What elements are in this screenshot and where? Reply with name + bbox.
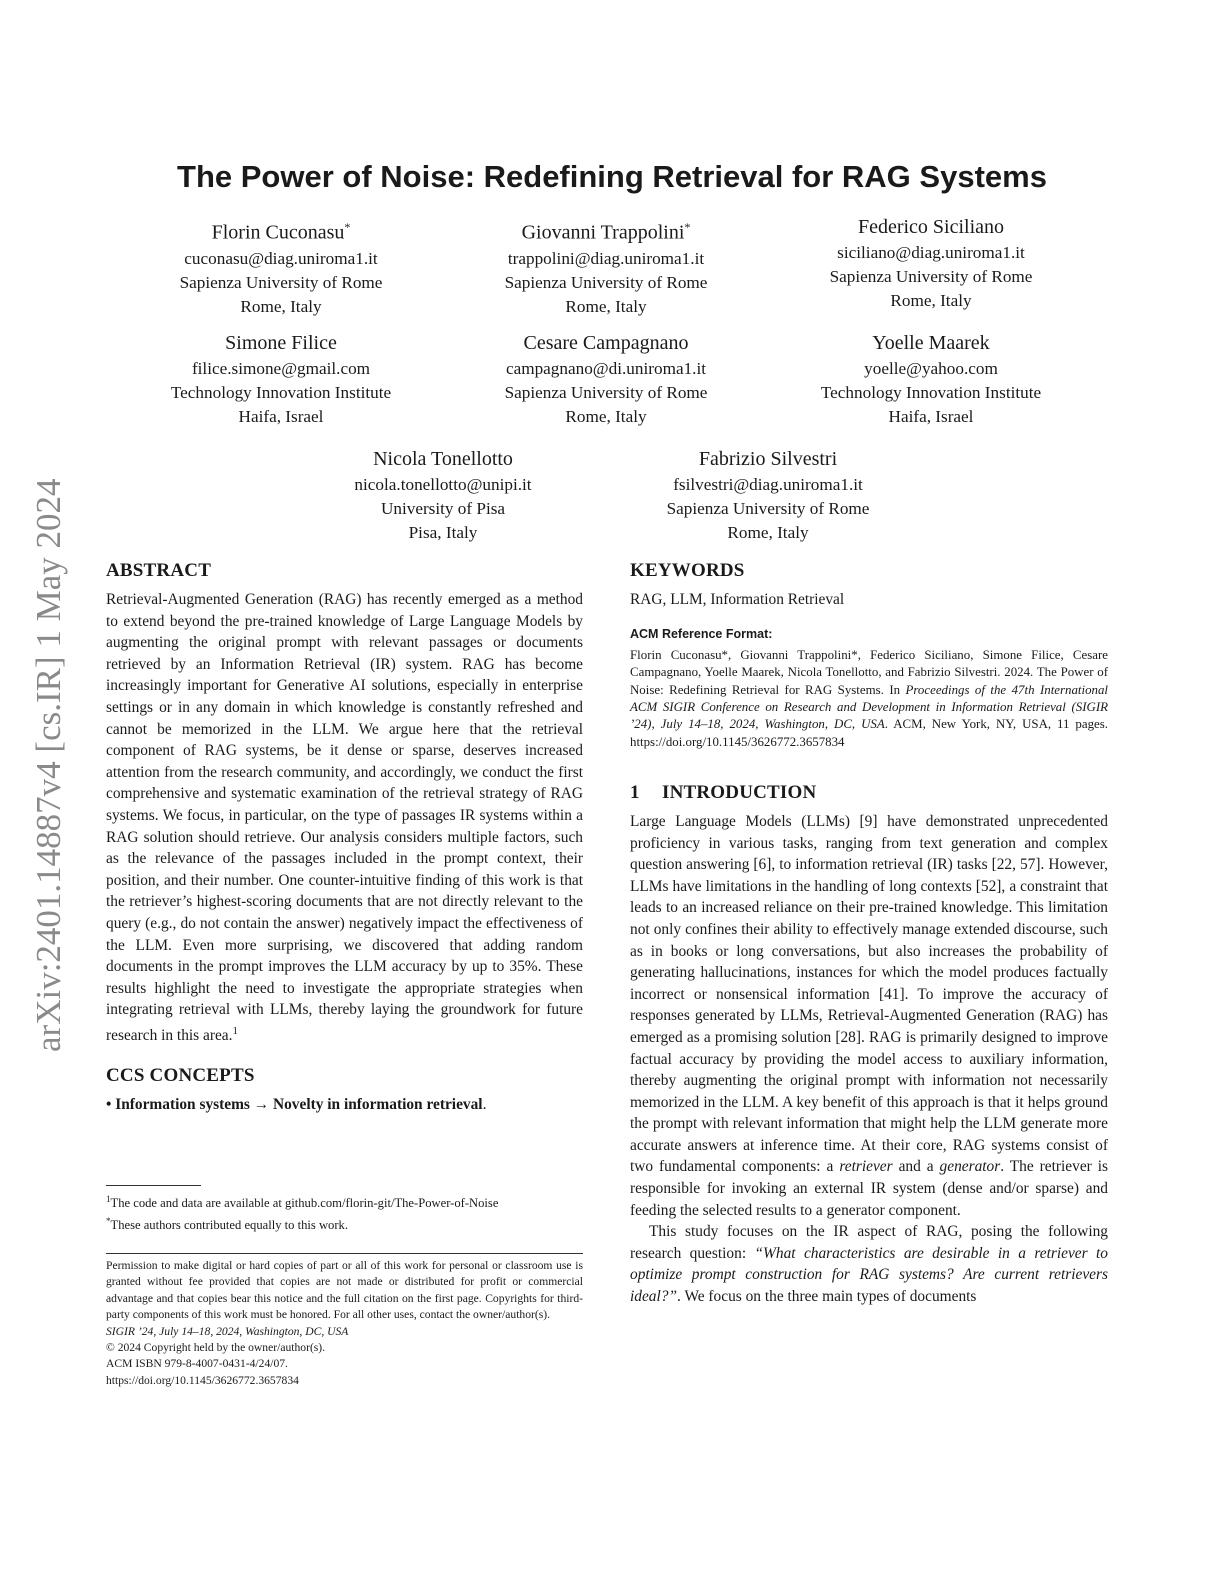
paper-title: The Power of Noise: Redefining Retrieval for RAG Systems (177, 159, 1047, 194)
footnote-rule (106, 1185, 201, 1186)
arxiv-identifier: arXiv:2401.14887v4 [cs.IR] 1 May 2024 (29, 478, 68, 1052)
introduction-paragraph: This study focuses on the IR aspect of RAG, posing the following research question: “What characteristics are desirable in a retriever to optimize prompt construction for RAG systems? Are current retrievers ideal?”. We focus on the three main types of documents (630, 1223, 1108, 1306)
author-location: Rome, Italy (727, 523, 809, 542)
footnotes (106, 1190, 583, 1234)
author-affiliation: Sapienza University of Rome (504, 272, 708, 292)
copyright: © 2024 Copyright held by the owner/author(s). (106, 1341, 326, 1355)
acm-reference-label: ACM Reference Format: (630, 626, 773, 641)
footnote-code: $^1$The code and data are available at github.com/florin-git/The-Power-of-Noise (106, 1194, 499, 1211)
author-location: Haifa, Israel (238, 407, 324, 426)
author-email: fsilvestri@diag.uniroma1.it (673, 475, 863, 494)
author-block (131, 214, 431, 319)
permission-rule (106, 1253, 583, 1254)
footnote-ref: 1 (232, 1024, 238, 1037)
author-block (456, 330, 756, 429)
venue: SIGIR ’24, July 14–18, 2024, Washington, DC, USA (106, 1324, 349, 1338)
author-name: Nicola Tonellotto (373, 448, 513, 470)
author-location: Rome, Italy (565, 296, 647, 316)
author-name: Florin Cuconasu* (211, 220, 351, 244)
author-name: Fabrizio Silvestri (698, 448, 838, 470)
author-location: Rome, Italy (565, 407, 647, 426)
author-location: Rome, Italy (890, 291, 972, 310)
author-email: cuconasu@diag.uniroma1.it (184, 248, 378, 268)
author-affiliation: Sapienza University of Rome (179, 272, 383, 292)
author-name: Simone Filice (225, 332, 337, 354)
author-email: campagnano@di.uniroma1.it (505, 359, 707, 378)
author-email: siciliano@diag.uniroma1.it (837, 243, 1025, 262)
author-affiliation: University of Pisa (380, 499, 506, 518)
ccs-concept: • Information systems → Novelty in information retrieval. (106, 1095, 487, 1113)
introduction-heading: 1 INTRODUCTION (630, 781, 817, 803)
author-block (781, 214, 1081, 313)
author-email: yoelle@yahoo.com (864, 359, 998, 378)
author-email: nicola.tonellotto@unipi.it (354, 475, 532, 494)
author-name: Yoelle Maarek (872, 332, 990, 354)
author-name: Federico Siciliano (857, 216, 1005, 238)
right-column (630, 559, 1108, 1308)
author-affiliation: Technology Innovation Institute (170, 383, 392, 402)
author-location: Pisa, Italy (408, 523, 478, 542)
abstract-heading: ABSTRACT (106, 560, 212, 581)
author-affiliation: Sapienza University of Rome (666, 499, 870, 518)
author-block (618, 446, 918, 545)
author-block (293, 446, 593, 545)
abstract-text: Retrieval-Augmented Generation (RAG) has recently emerged as a method to extend beyond the pre-trained knowledge of Large Language Models by augmenting the original prompt with relevant passages or documents retrieved by an Information Retrieval (IR) system. RAG has become increasingly important for Generative AI solutions, especially in enterprise settings or in any domain in which knowledge is constantly refreshed and cannot be memorized in the LLM. We argue here that the retrieval component of RAG systems, be it dense or sparse, deserves increased attention from the research community, and accordingly, we conduct the first comprehensive and systematic examination of the retrieval strategy of RAG systems. We focus, in particular, on the type of passages IR systems within a RAG solution should retrieve. Our analysis considers multiple factors, such as the relevance of the passages included in the prompt context, their position, and their number. One counter-intuitive finding of this work is that the retriever’s highest-scoring documents that are not directly relevant to the query (e.g., do not contain the answer) negatively impact the effectiveness of the LLM. Even more surprising, we discovered that adding random documents in the prompt improves the LLM accuracy by up to 35%. These results highlight the need to investigate the appropriate strategies when integrating retrieval with LLMs, thereby laying the groundwork for future research in this area.$^1$ (106, 591, 583, 1044)
permission-text: Permission to make digital or hard copies of part or all of this work for personal or classroom use is granted without fee provided that copies are not made or distributed for profit or commercial advantage and that copies bear this notice and the full citation on the first page. Copyrights for third-party components of this work must be honored. For all other uses, contact the owner/author(s). (106, 1259, 583, 1322)
footnote-equal-contribution: *These authors contributed equally to this work. (106, 1216, 348, 1233)
keywords-heading: KEYWORDS (630, 560, 745, 581)
author-block (456, 214, 756, 319)
doi-link[interactable]: https://doi.org/10.1145/3626772.3657834 (106, 1373, 299, 1387)
permission-block (106, 1258, 583, 1389)
author-affiliation: Sapienza University of Rome (829, 267, 1033, 286)
isbn: ACM ISBN 979-8-4007-0431-4/24/07. (106, 1357, 288, 1371)
author-location: Rome, Italy (240, 296, 322, 316)
keywords-text: RAG, LLM, Information Retrieval (630, 591, 845, 608)
acm-reference-text: Florin Cuconasu*, Giovanni Trappolini*, Federico Siciliano, Simone Filice, Cesare Campagnano, Yoelle Maarek, Nicola Tonellotto, and Fabrizio Silvestri. 2024. The Power of Noise: Redefining Retrieval for RAG Systems. In Proceedings of the 47th International ACM SIGIR Conference on Research and Development in Information Retrieval (SIGIR ’24), July 14–18, 2024, Washington, DC, USA. ACM, New York, NY, USA, 11 pages. https://doi.org/10.1145/3626772.3657834 (630, 648, 1109, 749)
author-affiliation: Sapienza University of Rome (504, 383, 708, 402)
author-affiliation: Technology Innovation Institute (820, 383, 1042, 402)
author-block (781, 330, 1081, 429)
author-location: Haifa, Israel (888, 407, 974, 426)
author-name: Giovanni Trappolini* (521, 220, 691, 244)
left-column (106, 559, 583, 1115)
author-block (131, 330, 431, 429)
author-name: Cesare Campagnano (523, 332, 689, 354)
introduction-paragraph: Large Language Models (LLMs) [9] have demonstrated unprecedented proficiency in various tasks, ranging from text generation and complex question answering [6], to information retrieval (IR) tasks [22, 57]. However, LLMs have limitations in the handling of long contexts [52], a constraint that leads to an increased reliance on their pre-trained knowledge. This limitation not only confines their ability to effectively manage extended discourse, such as in books or long conversations, but also increases the probability of generating hallucinations, instances for which the model produces factually incorrect or nonsensical information [41]. To improve the accuracy of responses generated by LLMs, Retrieval-Augmented Generation (RAG) has emerged as a promising solution [28]. RAG is primarily designed to improve factual accuracy by providing the model access to auxiliary information, thereby augmenting the original prompt with information not necessarily memorized in the LLM. A key benefit of this approach is that it helps ground the prompt with relevant information that might help the LLM generate more accurate answers at inference time. At their core, RAG systems consist of two fundamental components: a retriever and a generator. The retriever is responsible for invoking an external IR system (dense and/or sparse) and feeding the selected results to a generator component. (630, 812, 1108, 1219)
ccs-heading: CCS CONCEPTS (106, 1064, 255, 1086)
author-email: trappolini@diag.uniroma1.it (507, 248, 705, 268)
author-email: filice.simone@gmail.com (191, 359, 371, 378)
